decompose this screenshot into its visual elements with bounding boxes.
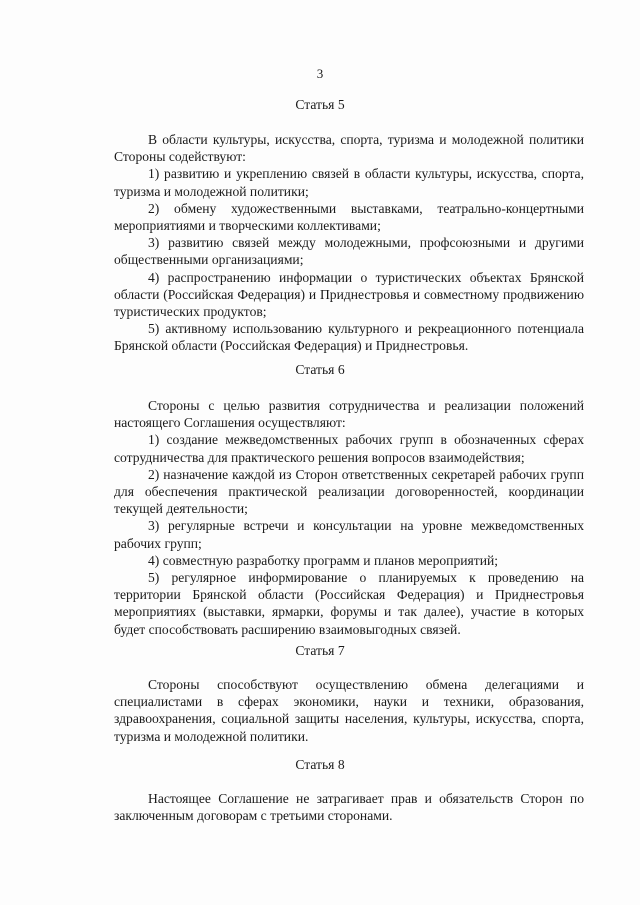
article-5-item-2: 2) обмену художественными выставками, театрально-концертными мероприятиями и творческими коллективами;: [114, 200, 584, 234]
article-5-item-5: 5) активному использованию культурного и рекреационного потенциала Брянской области (Российская Федерация) и Приднестровья.: [114, 321, 584, 354]
article-8-title: Статья 8: [295, 757, 345, 772]
article-7-body: [114, 676, 584, 745]
article-7-text: Стороны способствуют осуществлению обмена делегациями и специалистами в сферах экономики, науки и техники, образования, здравоохранения, социальной защиты населения, культуры, искусства, спорта, туризма и молодежной политики.: [114, 677, 584, 744]
article-8-body: [114, 790, 584, 824]
article-6-item-4: 4) совместную разработку программ и планов мероприятий;: [148, 552, 499, 568]
article-5-item-1: 1) развитию и укреплению связей в области культуры, искусства, спорта, туризма и молодежной политики;: [114, 166, 584, 199]
article-7-title: Статья 7: [295, 643, 345, 658]
article-5-item-3: 3) развитию связей между молодежными, профсоюзными и другими общественными организациями;: [114, 235, 584, 268]
article-6-item-3: 3) регулярные встречи и консультации на уровне межведомственных рабочих групп;: [114, 518, 584, 551]
article-5-body: [114, 131, 584, 355]
page-number: 3: [316, 66, 324, 81]
article-5-intro: В области культуры, искусства, спорта, туризма и молодежной политики Стороны содействуют:: [114, 132, 584, 165]
article-6-item-5: 5) регулярное информирование о планируемых к проведению на территории Брянской области (Российская Федерация) и Приднестровья мероприятиях (выставки, ярмарки, форумы и так далее), участие в которых будет способствовать расширению взаимовыгодных связей.: [114, 570, 584, 637]
article-5-title: Статья 5: [295, 97, 345, 112]
article-6-intro: Стороны с целью развития сотрудничества и реализации положений настоящего Соглашения осуществляют:: [114, 398, 584, 431]
article-6-title: Статья 6: [295, 362, 345, 377]
article-5-item-4: 4) распространению информации о туристических объектах Брянской области (Российская Федерация) и Приднестровья и совместному продвижению туристических продуктов;: [114, 269, 584, 320]
article-6-body: [114, 397, 584, 638]
article-6-item-1: 1) создание межведомственных рабочих групп в обозначенных сферах сотрудничества для практического решения вопросов взаимодействия;: [114, 432, 584, 465]
article-6-item-2: 2) назначение каждой из Сторон ответственных секретарей рабочих групп для обеспечения практической реализации договоренностей, координации текущей деятельности;: [114, 466, 584, 517]
article-8-text: Настоящее Соглашение не затрагивает прав и обязательств Сторон по заключенным договорам с третьими сторонами.: [114, 791, 584, 824]
